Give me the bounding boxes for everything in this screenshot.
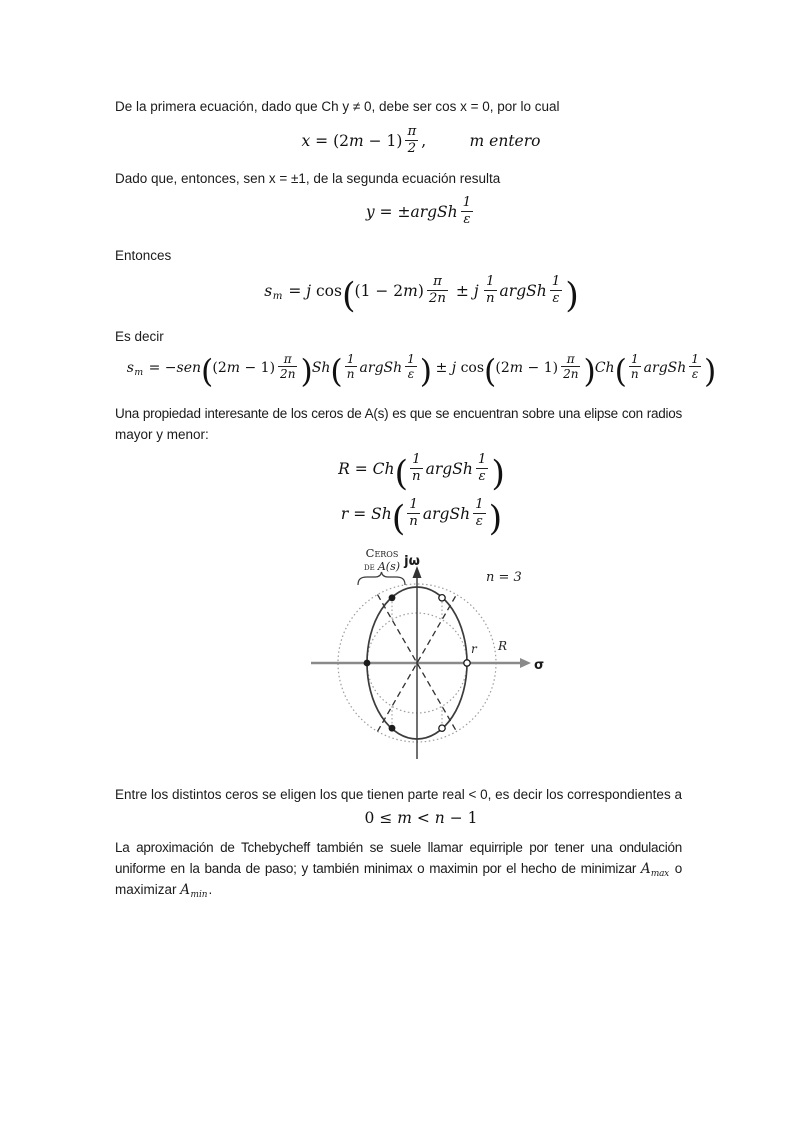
equation-minor-radius-content: r = Sh( $\frac{1}{n}$ argSh $\frac{1}{\varepsilon}$ ) xyxy=(340,497,502,539)
equation-x-definition xyxy=(115,126,727,158)
equation-x-definition-content: x = (2m − 1) $\frac{\pi}{2}$ , m entero xyxy=(301,124,541,156)
equation-m-range-content: 0 ≤ m < n − 1 xyxy=(364,809,478,827)
para-zero-selection: Entre los distintos ceros se eligen los que tienen parte real < 0, es decir los correspondientes a xyxy=(115,787,682,802)
equation-sm-expanded xyxy=(115,352,727,391)
minor-radius-label: r xyxy=(471,642,477,656)
zero-dot-lower-left xyxy=(389,725,396,732)
zero-dot-upper-left xyxy=(389,594,396,601)
para-ellipse-property-line1: Una propiedad interesante de los ceros de A(s) es que se encuentran sobre una elipse con radios xyxy=(115,406,682,421)
para-equiripple-line1: La aproximación de Tchebycheff también se suele llamar equirriple por tener una ondulación xyxy=(115,840,682,855)
para-ellipse-property-line2: mayor y menor: xyxy=(115,427,209,442)
sigma-axis-arrow-icon xyxy=(520,658,531,668)
para-first-equation-note: De la primera ecuación, dado que Ch y ≠ 0, debe ser cos x = 0, por lo cual xyxy=(115,99,560,114)
zero-dot-upper-right-open xyxy=(439,595,445,601)
annotation-As-math: A(s) xyxy=(377,560,401,573)
equation-major-radius xyxy=(115,452,727,494)
zero-dot-right-axis-open xyxy=(464,660,470,666)
para-equiripple-line3: maximizar Amin. xyxy=(115,882,213,900)
brace-icon xyxy=(358,572,405,585)
equation-sm-cos-form-content: sm = j cos((1 − 2m) $\frac{\pi}{2n}$ ± j $\frac{1}{n}$ argSh $\frac{1}{\varepsilon}$ ) xyxy=(264,274,578,316)
para-es-decir: Es decir xyxy=(115,329,164,344)
equation-sm-cos-form xyxy=(115,274,727,316)
para-equiripple-line2: uniforme en la banda de paso; y también minimax o maximin por el hecho de minimizar Amax o xyxy=(115,861,682,879)
annotation-de-text: de xyxy=(363,562,378,573)
figure-chebyshev-zeros-ellipse xyxy=(298,538,550,773)
zero-dot-left-axis xyxy=(364,660,371,667)
sigma-axis-label: σ xyxy=(534,658,545,673)
major-radius-label: R xyxy=(498,639,508,653)
equation-y-definition-content: y = ±argSh $\frac{1}{\varepsilon}$ xyxy=(365,195,472,227)
equation-major-radius-content: R = Ch( $\frac{1}{n}$ argSh $\frac{1}{\varepsilon}$ ) xyxy=(338,452,504,494)
equation-minor-radius xyxy=(115,497,727,539)
order-label: n = 3 xyxy=(486,570,522,585)
equation-y-definition xyxy=(115,197,727,229)
annotation-ceros-line1: Ceros xyxy=(365,546,399,560)
equation-m-range xyxy=(115,809,727,828)
zeros-ellipse-diagram xyxy=(298,538,550,768)
jomega-axis-label: jω xyxy=(404,554,420,569)
para-entonces: Entonces xyxy=(115,248,172,263)
zero-dot-lower-right-open xyxy=(439,725,445,731)
para-second-equation-note: Dado que, entonces, sen x = ±1, de la segunda ecuación resulta xyxy=(115,171,501,186)
equation-sm-expanded-content: sm = −sen((2m − 1) $\frac{\pi}{2n}$ )Sh( $\frac{1}{n}$ argSh $\frac{1}{\varepsilon}$ ) ± j cos((2m − 1) $\frac{\pi}{2n}$ )Ch( $\frac{1}{n}$ argSh $\frac{1}{\varepsilon}$ ) xyxy=(126,352,716,391)
annotation-ceros-line2 xyxy=(364,560,400,573)
